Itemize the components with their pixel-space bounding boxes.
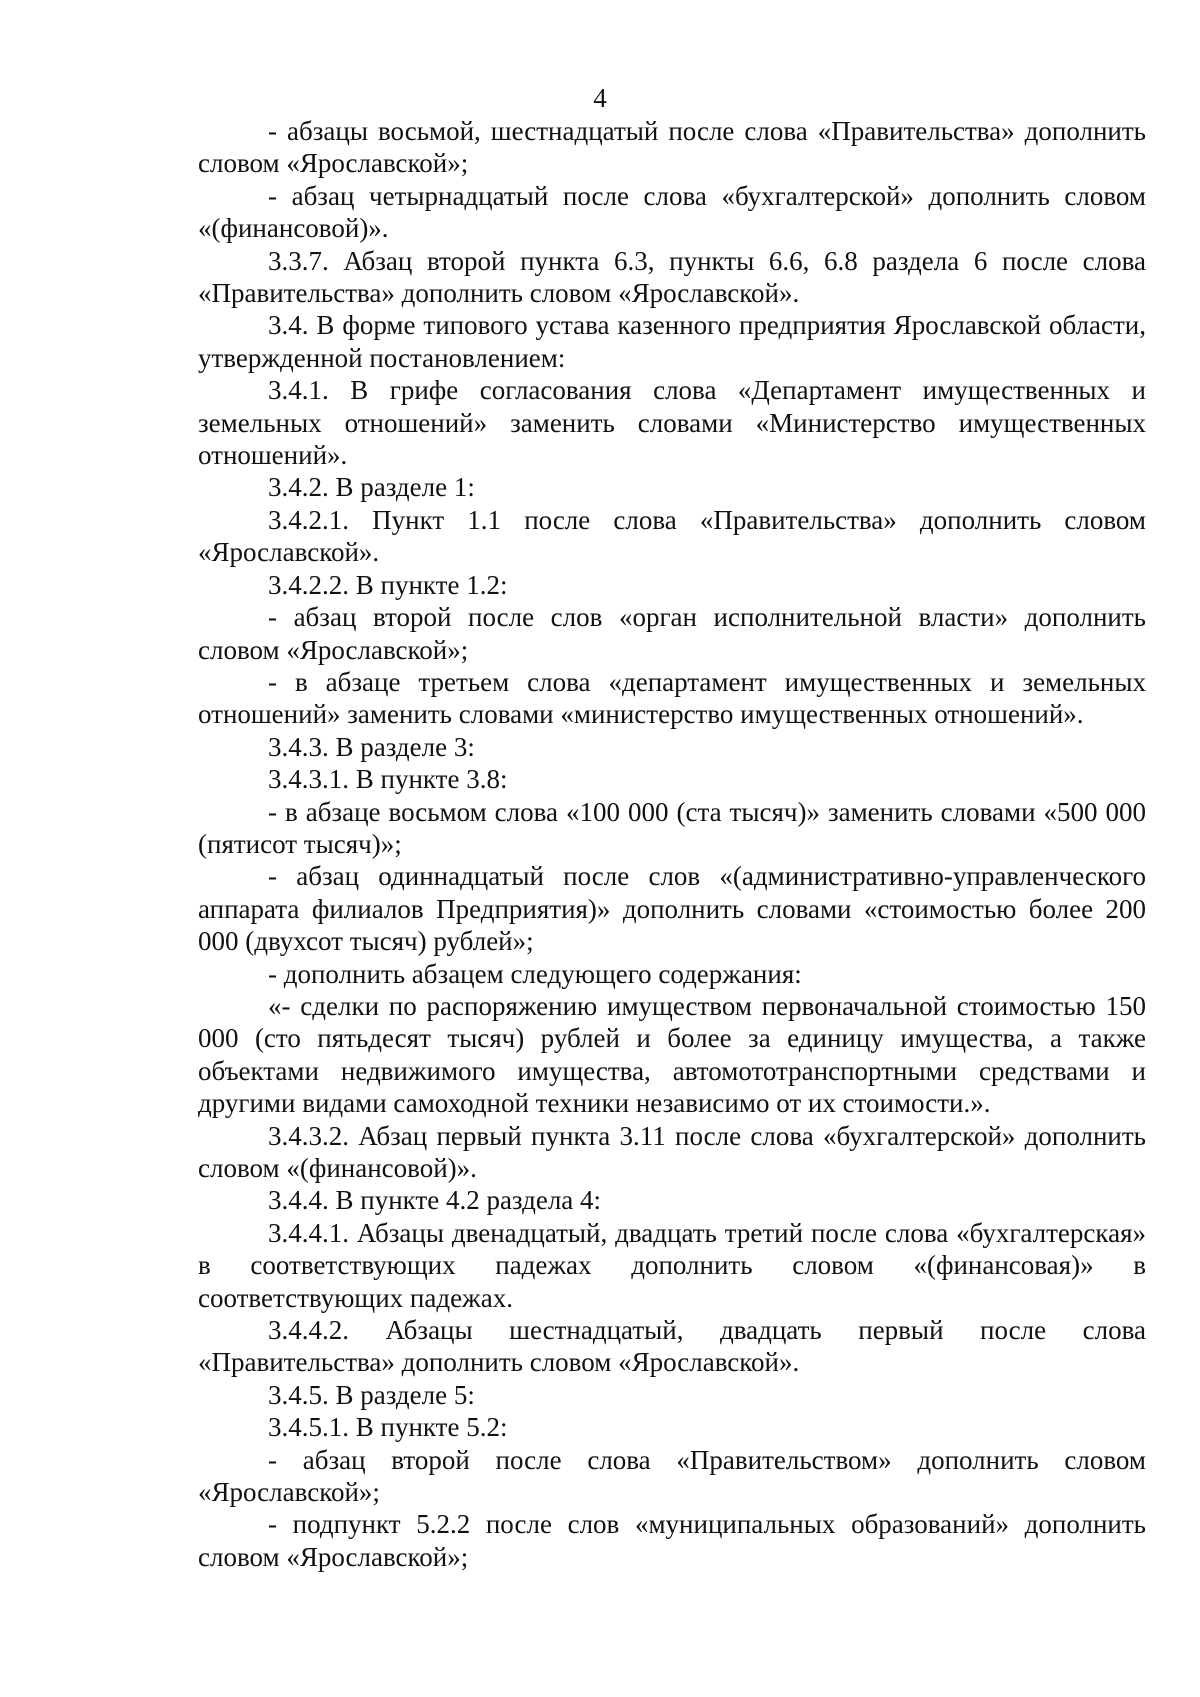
paragraph: - дополнить абзацем следующего содержания: (268, 958, 802, 989)
paragraph: 3.4.4. В пункте 4.2 раздела 4: (268, 1185, 602, 1216)
paragraph: 3.4.5.1. В пункте 5.2: (268, 1412, 508, 1443)
paragraph: - в абзаце третьем слова «департамент имущественных и земельных отношений» заменить словами «министерство имущественных отношений». (198, 666, 1146, 730)
paragraph: - абзац второй после слова «Правительством» дополнить словом «Ярославской»; (198, 1444, 1146, 1508)
paragraph: 3.4.2. В разделе 1: (268, 472, 475, 503)
paragraph: - подпункт 5.2.2 после слов «муниципальных образований» дополнить словом «Ярославской»; (198, 1509, 1146, 1572)
paragraph: - абзац четырнадцатый после слова «бухгалтерской» дополнить словом «(финансовой)». (198, 180, 1146, 244)
paragraph: - абзацы восьмой, шестнадцатый после слова «Правительства» дополнить словом «Ярославской»; (198, 116, 1146, 179)
paragraph: 3.4.3.1. В пункте 3.8: (268, 764, 508, 795)
page-number: 4 (593, 83, 607, 113)
paragraph: 3.4.1. В грифе согласования слова «Департамент имущественных и земельных отношений» заменить словами «Министерство имущественных отношений». (198, 375, 1146, 471)
paragraph: «- сделки по распоряжению имуществом первоначальной стоимостью 150 000 (сто пятьдесят тысяч) рублей и более за единицу имущества, а также объектами недвижимого имущества, автомототранспортными средствами и другими видами самоходной техники независимо от их стоимости.». (198, 990, 1146, 1119)
paragraph: 3.4.2.1. Пункт 1.1 после слова «Правительства» дополнить словом «Ярославской». (198, 504, 1146, 568)
paragraph: 3.4.4.1. Абзацы двенадцатый, двадцать третий после слова «бухгалтерская» в соответствующих падежах дополнить словом «(финансовая)» в соответствующих падежах. (198, 1217, 1146, 1313)
paragraph: - абзац одиннадцатый после слов «(административно-управленческого аппарата филиалов Предприятия)» дополнить словами «стоимостью более 200 000 (двухсот тысяч) рублей»; (198, 861, 1146, 957)
paragraph: 3.4. В форме типового устава казенного предприятия Ярославской области, утвержденной постановлением: (198, 310, 1146, 373)
paragraph: 3.4.4.2. Абзацы шестнадцатый, двадцать первый после слова «Правительства» дополнить словом «Ярославской». (198, 1315, 1146, 1378)
paragraph: 3.3.7. Абзац второй пункта 6.3, пункты 6.6, 6.8 раздела 6 после слова «Правительства» дополнить словом «Ярославской». (198, 245, 1146, 309)
paragraph: 3.4.5. В разделе 5: (268, 1379, 475, 1410)
paragraph: 3.4.3. В разделе 3: (268, 731, 475, 762)
paragraph: 3.4.3.2. Абзац первый пункта 3.11 после слова «бухгалтерской» дополнить словом «(финансовой)». (198, 1120, 1146, 1183)
paragraph: 3.4.2.2. В пункте 1.2: (268, 569, 508, 600)
document-body (198, 115, 1146, 1573)
paragraph: - в абзаце восьмом слова «100 000 (ста тысяч)» заменить словами «500 000 (пятисот тысяч)»; (198, 796, 1146, 859)
paragraph: - абзац второй после слов «орган исполнительной власти» дополнить словом «Ярославской»; (198, 602, 1146, 665)
